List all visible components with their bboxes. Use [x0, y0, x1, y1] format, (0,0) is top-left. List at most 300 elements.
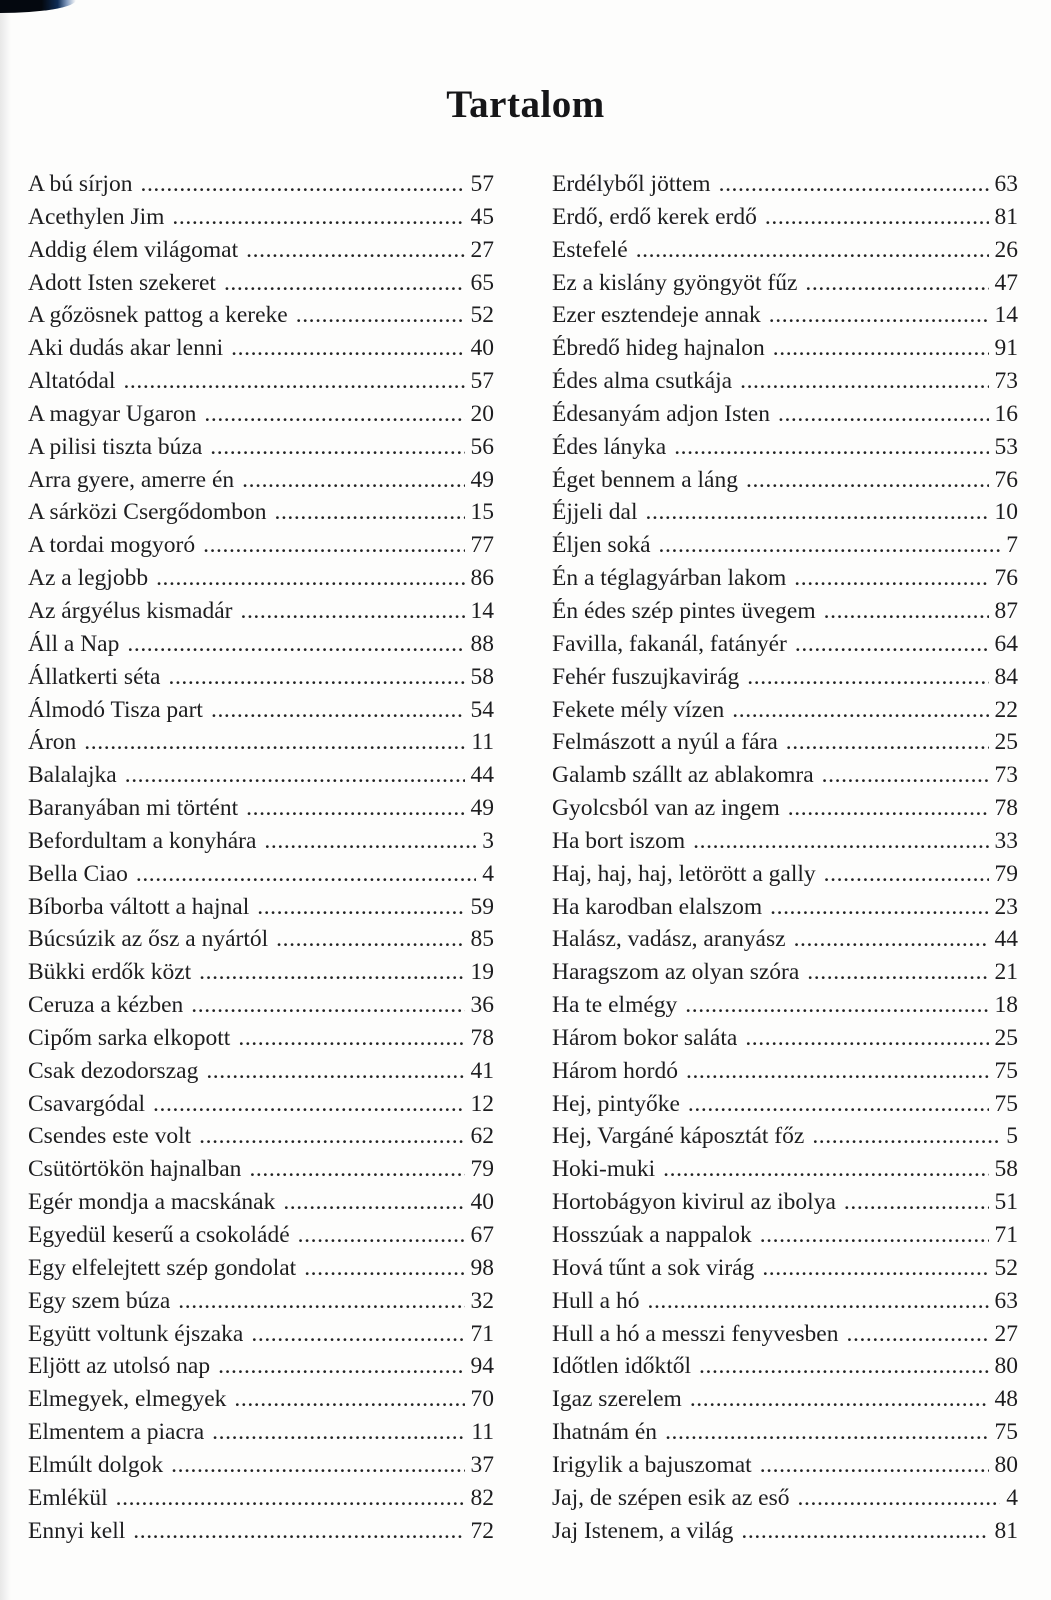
toc-entry-title: Egér mondja a macskának [28, 1189, 276, 1216]
toc-entry-title: Irigylik a bajuszomat [552, 1451, 752, 1478]
toc-entry-page-number: 82 [470, 1484, 494, 1511]
toc-entry-title: Aki dudás akar lenni [28, 335, 224, 362]
toc-row [552, 795, 1018, 828]
toc-row [28, 368, 494, 401]
toc-entry-page-number: 63 [994, 1287, 1018, 1314]
toc-entry-page-number: 59 [470, 893, 494, 920]
toc-entry-page-number: 75 [994, 1057, 1018, 1084]
dot-leader [224, 270, 465, 297]
toc-entry-title: Áron [28, 729, 77, 756]
toc-column-left [28, 171, 494, 1550]
dot-leader [116, 1485, 465, 1512]
toc-row [28, 237, 494, 270]
toc-entry-title: A gőzösnek pattog a kereke [28, 302, 288, 329]
toc-entry-page-number: 32 [470, 1287, 494, 1314]
toc-row [28, 1189, 494, 1222]
toc-entry-title: Elmentem a piacra [28, 1419, 205, 1446]
toc-entry-title: Három hordó [552, 1057, 678, 1084]
toc-row [552, 992, 1018, 1025]
toc-row [28, 1222, 494, 1255]
toc-row [552, 171, 1018, 204]
dot-leader [686, 1058, 989, 1085]
toc-entry-page-number: 67 [470, 1222, 494, 1248]
dot-leader [283, 1189, 464, 1216]
toc-row [552, 237, 1018, 270]
toc-row [552, 762, 1018, 795]
toc-row [28, 1025, 494, 1058]
toc-row [552, 368, 1018, 401]
toc-entry-page-number: 79 [470, 1156, 494, 1183]
toc-row [552, 926, 1018, 959]
toc-entry-title: Egyedül keserű a csokoládé [28, 1222, 290, 1248]
toc-entry-title: Hull a hó [552, 1287, 640, 1314]
toc-row [552, 565, 1018, 598]
toc-entry-page-number: 57 [470, 171, 494, 197]
toc-entry-page-number: 75 [994, 1090, 1018, 1117]
page-title: Tartalom [446, 83, 605, 126]
toc-row [28, 861, 494, 894]
dot-leader [794, 926, 989, 953]
toc-entry-title: Elmúlt dolgok [28, 1451, 164, 1478]
toc-row [28, 1485, 494, 1518]
toc-row [552, 697, 1018, 730]
toc-entry-page-number: 71 [470, 1320, 494, 1347]
toc-entry-page-number: 65 [470, 269, 494, 296]
toc-row [28, 1058, 494, 1091]
toc-entry-title: Fehér fuszujkavirág [552, 663, 740, 690]
toc-entry-title: Gyolcsból van az ingem [552, 795, 780, 822]
toc-entry-page-number: 3 [482, 827, 494, 854]
dot-leader [773, 335, 989, 362]
toc-entry-page-number: 25 [994, 1024, 1018, 1051]
toc-entry-page-number: 91 [994, 335, 1018, 362]
toc-entry-title: Csendes este volt [28, 1123, 192, 1150]
toc-entry-title: Hová tűnt a sok virág [552, 1254, 755, 1281]
dot-leader [171, 1452, 464, 1479]
toc-row [28, 302, 494, 335]
toc-row [28, 1419, 494, 1452]
toc-entry-title: Haj, haj, haj, letörött a gally [552, 860, 816, 887]
toc-entry-page-number: 80 [994, 1353, 1018, 1380]
dot-leader [798, 1485, 1001, 1512]
toc-entry-title: Áll a Nap [28, 630, 120, 657]
toc-entry-page-number: 75 [994, 1419, 1018, 1446]
toc-entry-page-number: 78 [994, 795, 1018, 822]
toc-entry-page-number: 73 [994, 762, 1018, 789]
dot-leader [693, 828, 988, 855]
toc-entry-title: Bíborba váltott a hajnal [28, 893, 250, 920]
dot-leader [140, 171, 464, 198]
toc-row [28, 959, 494, 992]
toc-row [552, 401, 1018, 434]
dot-leader [822, 762, 989, 789]
toc-entry-page-number: 98 [470, 1254, 494, 1281]
dot-leader [824, 598, 989, 625]
toc-entry-title: Hortobágyon kivirul az ibolya [552, 1189, 836, 1216]
dot-leader [84, 729, 465, 756]
toc-entry-title: Időtlen időktől [552, 1353, 692, 1380]
toc-entry-page-number: 86 [470, 565, 494, 592]
toc-row [552, 335, 1018, 368]
dot-leader [788, 795, 989, 822]
dot-leader [663, 1156, 988, 1183]
toc-row [28, 926, 494, 959]
dot-leader [685, 992, 988, 1019]
dot-leader [199, 959, 464, 986]
dot-leader [125, 762, 465, 789]
toc-entry-page-number: 27 [994, 1320, 1018, 1347]
dot-leader [765, 204, 989, 231]
toc-entry-page-number: 36 [470, 992, 494, 1019]
toc-entry-title: Az árgyélus kismadár [28, 597, 233, 624]
toc-entry-page-number: 72 [470, 1517, 494, 1544]
dot-leader [127, 631, 464, 658]
toc-entry-page-number: 81 [994, 203, 1018, 230]
toc-row [28, 1123, 494, 1156]
dot-leader [231, 335, 464, 362]
toc-entry-title: Három bokor saláta [552, 1024, 738, 1051]
toc-entry-title: A magyar Ugaron [28, 400, 197, 427]
toc-entry-title: Balalajka [28, 762, 117, 789]
toc-entry-page-number: 23 [994, 893, 1018, 920]
toc-entry-page-number: 45 [470, 203, 494, 230]
dot-leader [740, 368, 988, 395]
toc-entry-title: Bükki erdők közt [28, 959, 192, 986]
toc-entry-page-number: 58 [994, 1156, 1018, 1183]
dot-leader [760, 1452, 989, 1479]
toc-entry-page-number: 53 [994, 433, 1018, 460]
dot-leader [778, 401, 989, 428]
toc-row [28, 664, 494, 697]
toc-entry-title: Bella Ciao [28, 860, 128, 887]
toc-entry-page-number: 76 [994, 466, 1018, 493]
toc-entry-title: Egy szem búza [28, 1287, 171, 1314]
toc-row [552, 598, 1018, 631]
toc-entry-page-number: 88 [470, 630, 494, 657]
toc-entry-title: Hej, Vargáné káposztát főz [552, 1123, 805, 1150]
dot-leader [760, 1222, 989, 1249]
scan-artifact-top-left-corner [0, 0, 76, 13]
dot-leader [844, 1189, 989, 1216]
dot-leader [240, 598, 464, 625]
toc-entry-title: Galamb szállt az ablakomra [552, 762, 814, 789]
toc-entry-page-number: 16 [994, 400, 1018, 427]
dot-leader [719, 171, 989, 198]
toc-entry-page-number: 14 [994, 302, 1018, 329]
dot-leader [264, 828, 476, 855]
toc-row [552, 861, 1018, 894]
toc-row [552, 664, 1018, 697]
toc-entry-title: Édes alma csutkája [552, 368, 733, 395]
toc-entry-title: Ha bort iszom [552, 827, 686, 854]
toc-entry-page-number: 80 [994, 1451, 1018, 1478]
toc-entry-title: Befordultam a konyhára [28, 827, 257, 854]
toc-row [28, 499, 494, 532]
dot-leader [178, 1288, 464, 1315]
toc-row [28, 335, 494, 368]
toc-row [28, 1288, 494, 1321]
toc-entry-title: A sárközi Csergődombon [28, 499, 267, 526]
toc-entry-page-number: 64 [994, 630, 1018, 657]
toc-row [552, 1518, 1018, 1551]
dot-leader [674, 434, 988, 461]
toc-entry-title: Favilla, fakanál, fatányér [552, 630, 787, 657]
toc-entry-title: Én édes szép pintes üvegem [552, 597, 816, 624]
toc-entry-title: Jaj, de szépen esik az eső [552, 1484, 790, 1511]
dot-leader [812, 1123, 1000, 1150]
dot-leader [794, 565, 988, 592]
toc-entry-page-number: 73 [994, 368, 1018, 395]
toc-row [552, 302, 1018, 335]
toc-entry-page-number: 57 [470, 368, 494, 395]
toc-entry-title: Hull a hó a messzi fenyvesben [552, 1320, 839, 1347]
dot-leader [646, 499, 989, 526]
toc-entry-title: Ezer esztendeje annak [552, 302, 761, 329]
toc-entry-page-number: 85 [470, 926, 494, 953]
toc-entry-title: Erdő, erdő kerek erdő [552, 203, 757, 230]
toc-entry-page-number: 56 [470, 433, 494, 460]
toc-entry-title: Csütörtökön hajnalban [28, 1156, 242, 1183]
dot-leader [218, 1353, 464, 1380]
toc-row [552, 1321, 1018, 1354]
dot-leader [274, 499, 464, 526]
toc-entry-title: Egy elfelejtett szép gondolat [28, 1254, 297, 1281]
toc-entry-title: Ennyi kell [28, 1517, 126, 1544]
toc-row [552, 1091, 1018, 1124]
toc-entry-title: Emlékül [28, 1484, 108, 1511]
toc-entry-title: Ha karodban elalszom [552, 893, 763, 920]
toc-row [28, 1386, 494, 1419]
dot-leader [745, 1025, 988, 1052]
toc-entry-title: Haragszom az olyan szóra [552, 959, 800, 986]
dot-leader [304, 1255, 464, 1282]
toc-row [28, 1091, 494, 1124]
toc-column-right [552, 171, 1018, 1550]
toc-row [552, 828, 1018, 861]
toc-row [552, 1025, 1018, 1058]
dot-leader [699, 1353, 988, 1380]
toc-entry-title: Altatódal [28, 368, 116, 395]
toc-entry-page-number: 94 [470, 1353, 494, 1380]
toc-entry-title: Halász, vadász, aranyász [552, 926, 786, 953]
toc-entry-title: Hej, pintyőke [552, 1090, 680, 1117]
toc-row [552, 270, 1018, 303]
toc-entry-title: Estefelé [552, 236, 628, 263]
toc-entry-page-number: 7 [1006, 532, 1018, 559]
toc-entry-page-number: 40 [470, 1189, 494, 1216]
toc-entry-title: Acethylen Jim [28, 203, 165, 230]
toc-entry-page-number: 52 [994, 1254, 1018, 1281]
toc-row [552, 959, 1018, 992]
toc-row [28, 631, 494, 664]
toc-entry-page-number: 14 [470, 597, 494, 624]
dot-leader [298, 1222, 465, 1249]
toc-entry-page-number: 71 [994, 1222, 1018, 1248]
dot-leader [741, 1518, 988, 1545]
dot-leader [212, 1419, 465, 1446]
toc-entry-title: Elmegyek, elmegyek [28, 1386, 227, 1413]
toc-entry-page-number: 70 [470, 1386, 494, 1413]
toc-entry-title: Hosszúak a nappalok [552, 1222, 752, 1248]
toc-entry-title: Ceruza a kézben [28, 992, 184, 1019]
toc-row [552, 1485, 1018, 1518]
toc-entry-title: A pilisi tiszta búza [28, 433, 203, 460]
toc-entry-page-number: 21 [994, 959, 1018, 986]
toc-entry-page-number: 10 [994, 499, 1018, 526]
toc-row [552, 894, 1018, 927]
dot-leader [732, 697, 988, 724]
toc-row [28, 434, 494, 467]
toc-row [552, 467, 1018, 500]
toc-entry-page-number: 78 [470, 1024, 494, 1051]
toc-row [28, 270, 494, 303]
dot-leader [211, 697, 465, 724]
toc-row [28, 598, 494, 631]
toc-entry-title: Én a téglagyárban lakom [552, 565, 787, 592]
toc-entry-title: Ez a kislány gyöngyöt fűz [552, 269, 798, 296]
toc-entry-title: Éget bennem a láng [552, 466, 738, 493]
toc-entry-page-number: 81 [994, 1517, 1018, 1544]
toc-entry-page-number: 44 [470, 762, 494, 789]
toc-row [28, 204, 494, 237]
toc-entry-page-number: 51 [994, 1189, 1018, 1216]
dot-leader [746, 467, 989, 494]
toc-entry-title: Erdélyből jöttem [552, 171, 711, 197]
toc-row [552, 1189, 1018, 1222]
toc-entry-title: Arra gyere, amerre én [28, 466, 235, 493]
toc-entry-page-number: 26 [994, 236, 1018, 263]
toc-row [28, 1156, 494, 1189]
toc-entry-page-number: 41 [470, 1057, 494, 1084]
dot-leader [199, 1123, 464, 1150]
toc-entry-page-number: 58 [470, 663, 494, 690]
toc-entry-page-number: 44 [994, 926, 1018, 953]
dot-leader [133, 1518, 464, 1545]
toc-entry-page-number: 25 [994, 729, 1018, 756]
toc-row [28, 1255, 494, 1288]
toc-row [28, 729, 494, 762]
toc-entry-title: Éjjeli dal [552, 499, 638, 526]
toc-entry-page-number: 77 [470, 532, 494, 559]
dot-leader [242, 467, 464, 494]
dot-leader [156, 565, 464, 592]
dot-leader [665, 1419, 988, 1446]
toc-row [552, 1419, 1018, 1452]
toc-row [552, 499, 1018, 532]
toc-entry-page-number: 27 [470, 236, 494, 263]
toc-entry-title: Igaz szerelem [552, 1386, 682, 1413]
toc-entry-page-number: 4 [482, 860, 494, 887]
dot-leader [769, 302, 989, 329]
toc-row [552, 1353, 1018, 1386]
toc-row [552, 631, 1018, 664]
dot-leader [172, 204, 464, 231]
toc-entry-title: Addig élem világomat [28, 236, 239, 263]
toc-entry-page-number: 49 [470, 466, 494, 493]
dot-leader [847, 1321, 989, 1348]
toc-entry-title: Együtt voltunk éjszaka [28, 1320, 244, 1347]
dot-leader [246, 237, 464, 264]
dot-leader [210, 434, 464, 461]
toc-entry-title: Cipőm sarka elkopott [28, 1024, 231, 1051]
toc-row [28, 171, 494, 204]
toc-entry-title: Az a legjobb [28, 565, 149, 592]
toc-entry-title: Éljen soká [552, 532, 651, 559]
toc-row [552, 1452, 1018, 1485]
toc-entry-title: A tordai mogyoró [28, 532, 196, 559]
toc-row [552, 1156, 1018, 1189]
toc-row [28, 697, 494, 730]
dot-leader [770, 894, 988, 921]
dot-leader [257, 894, 464, 921]
dot-leader [238, 1025, 464, 1052]
toc-entry-title: Ihatnám én [552, 1419, 658, 1446]
toc-row [552, 1288, 1018, 1321]
toc-entry-page-number: 22 [994, 696, 1018, 723]
toc-entry-page-number: 62 [470, 1123, 494, 1150]
dot-leader [234, 1386, 464, 1413]
dot-leader [249, 1156, 464, 1183]
toc-entry-page-number: 15 [470, 499, 494, 526]
toc-row [552, 1255, 1018, 1288]
toc-entry-page-number: 12 [470, 1090, 494, 1117]
toc-entry-page-number: 19 [470, 959, 494, 986]
toc-row [28, 565, 494, 598]
toc-row [552, 1222, 1018, 1255]
toc-entry-page-number: 20 [470, 400, 494, 427]
toc-row [28, 1321, 494, 1354]
toc-entry-page-number: 40 [470, 335, 494, 362]
toc-row [552, 1386, 1018, 1419]
toc-row [28, 1452, 494, 1485]
toc-row [28, 894, 494, 927]
dot-leader [747, 664, 988, 691]
dot-leader [251, 1321, 464, 1348]
dot-leader [805, 270, 988, 297]
scan-artifact-left-edge [0, 0, 11, 1600]
toc-row [552, 204, 1018, 237]
toc-row [28, 795, 494, 828]
dot-leader [276, 926, 464, 953]
dot-leader [123, 368, 464, 395]
dot-leader [191, 992, 464, 1019]
toc-entry-page-number: 11 [471, 1419, 494, 1446]
dot-leader [296, 302, 465, 329]
toc-row [28, 828, 494, 861]
toc-row [552, 1123, 1018, 1156]
toc-entry-page-number: 33 [994, 827, 1018, 854]
toc-entry-page-number: 54 [470, 696, 494, 723]
dot-leader [647, 1288, 988, 1315]
toc-entry-page-number: 47 [994, 269, 1018, 296]
toc-entry-title: Búcsúzik az ősz a nyártól [28, 926, 269, 953]
toc-row [552, 729, 1018, 762]
dot-leader [688, 1091, 989, 1118]
toc-entry-page-number: 48 [994, 1386, 1018, 1413]
toc-entry-title: A bú sírjon [28, 171, 133, 197]
toc-entry-page-number: 5 [1006, 1123, 1018, 1150]
toc-row [28, 1353, 494, 1386]
toc-row [552, 1058, 1018, 1091]
toc-entry-page-number: 11 [471, 729, 494, 756]
toc-entry-page-number: 63 [994, 171, 1018, 197]
dot-leader [203, 532, 464, 559]
table-of-contents [28, 171, 1018, 1550]
toc-entry-title: Fekete mély vízen [552, 696, 725, 723]
toc-row [28, 992, 494, 1025]
toc-entry-page-number: 52 [470, 302, 494, 329]
toc-row [28, 1518, 494, 1551]
